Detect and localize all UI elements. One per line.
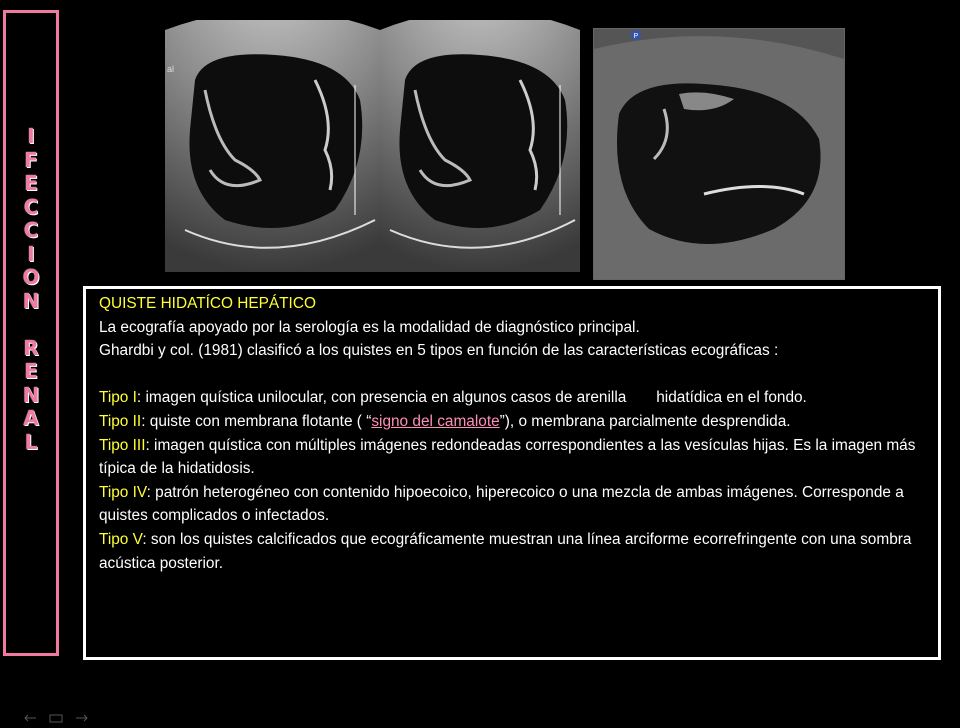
previous-slide-icon[interactable] <box>22 710 38 720</box>
side-title-letter: O <box>22 265 40 289</box>
type-2-label: Tipo II <box>99 412 142 430</box>
side-title-letter: R <box>23 335 39 360</box>
signo-camalote-link[interactable]: signo del camalote <box>371 412 500 430</box>
ultrasound-image-right <box>593 28 845 280</box>
probe-marker-label: P <box>633 33 639 40</box>
side-title-letter: E <box>24 171 38 195</box>
type-5-item <box>99 528 926 575</box>
side-title-letter: F <box>24 147 38 172</box>
side-title-banner <box>3 10 59 656</box>
side-title-letter: A <box>23 406 39 430</box>
type-4-text: : patrón heterogéneo con contenido hipoecoico, hiperecoico o una mezcla de ambas imágenes. Corresponde a quistes complicados o infectados. <box>99 483 904 525</box>
side-title-letter: L <box>24 429 38 454</box>
side-title-letter <box>28 313 35 337</box>
type-2-text-before: : quiste con membrana flotante ( “ <box>141 412 372 430</box>
intro-line-2: Ghardbi y col. (1981) clasificó a los quistes en 5 tipos en función de las características ecográficas : <box>99 342 779 360</box>
ultrasound-image-left <box>165 20 380 272</box>
type-3-text: : imagen quística con múltiples imágenes redondeadas correspondientes a las vesículas hijas. Es la imagen más típica de la hidatidosis. <box>99 436 916 478</box>
type-1-item <box>99 386 926 410</box>
content-title: QUISTE HIDATÍCO HEPÁTICO <box>99 295 316 312</box>
image-label: al <box>167 64 175 74</box>
type-2-item <box>99 410 926 434</box>
type-5-text: : son los quistes calcificados que ecográficamente muestran una línea arciforme ecorrefringente con una sombra acústica posterior. <box>99 530 912 572</box>
type-3-item <box>99 434 926 481</box>
side-title-letter: C <box>23 194 39 219</box>
slide-navigation <box>22 710 90 720</box>
side-title-letter: I <box>27 241 35 266</box>
menu-icon[interactable] <box>48 710 64 720</box>
type-1-text: : imagen quística unilocular, con presencia en algunos casos de arenilla hidatídica en el fondo. <box>136 389 807 407</box>
type-4-label: Tipo IV <box>99 483 147 501</box>
ultrasound-image-middle <box>380 20 580 272</box>
side-title-letters <box>6 125 56 454</box>
side-title-letter: N <box>22 382 40 407</box>
type-3-label: Tipo III <box>99 436 146 454</box>
type-2-text-after: ”), o membrana parcialmente desprendida. <box>499 412 791 430</box>
intro-line-1: La ecografía apoyado por la serología es la modalidad de diagnóstico principal. <box>99 318 640 336</box>
next-slide-icon[interactable] <box>74 710 90 720</box>
description-panel <box>83 286 941 660</box>
bottom-bar <box>0 662 960 720</box>
side-title-letter: C <box>23 218 39 242</box>
type-1-label: Tipo I <box>99 389 137 407</box>
side-title-letter: I <box>27 124 35 148</box>
type-5-label: Tipo V <box>99 530 143 548</box>
side-title-letter: E <box>24 359 38 383</box>
type-4-item <box>99 481 926 528</box>
side-title-letter: N <box>22 288 40 313</box>
